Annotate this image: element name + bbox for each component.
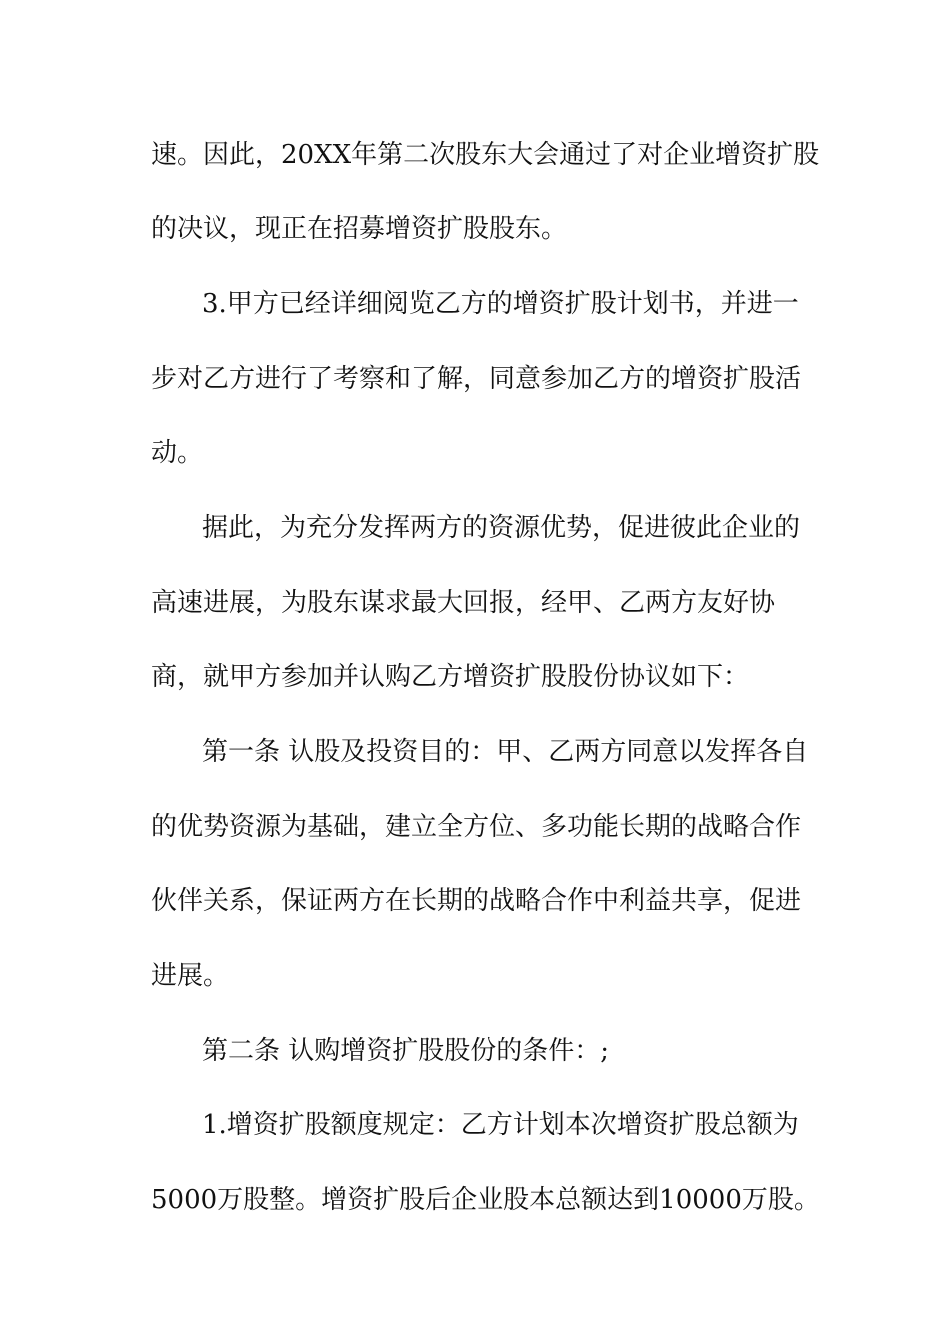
text-line-10: 的优势资源为基础，建立全方位、多功能长期的战略合作 — [151, 812, 802, 842]
text-line-9: 第一条 认股及投资目的：甲、乙两方同意以发挥各自 — [202, 737, 809, 767]
text-line-1: 速。因此，20XX年第二次股东大会通过了对企业增资扩股 — [151, 140, 820, 170]
text-line-4: 步对乙方进行了考察和了解，同意参加乙方的增资扩股活 — [151, 364, 802, 394]
text-line-11: 伙伴关系，保证两方在长期的战略合作中利益共享，促进 — [151, 886, 802, 916]
text-line-6: 据此，为充分发挥两方的资源优势，促进彼此企业的 — [202, 513, 801, 543]
text-line-3: 3.甲方已经详细阅览乙方的增资扩股计划书，并进一 — [202, 289, 799, 319]
text-line-8: 商，就甲方参加并认购乙方增资扩股股份协议如下： — [151, 662, 750, 692]
text-line-2: 的决议，现正在招募增资扩股股东。 — [151, 214, 568, 244]
text-line-12: 进展。 — [151, 961, 230, 991]
text-line-13: 第二条 认购增资扩股股份的条件：; — [202, 1036, 610, 1066]
text-line-14: 1.增资扩股额度规定：乙方计划本次增资扩股总额为 — [202, 1110, 799, 1140]
text-line-5: 动。 — [151, 438, 204, 468]
text-line-7: 高速进展，为股东谋求最大回报，经甲、乙两方友好协 — [151, 588, 776, 618]
text-line-15: 5000万股整。增资扩股后企业股本总额达到10000万股。 — [151, 1185, 820, 1215]
